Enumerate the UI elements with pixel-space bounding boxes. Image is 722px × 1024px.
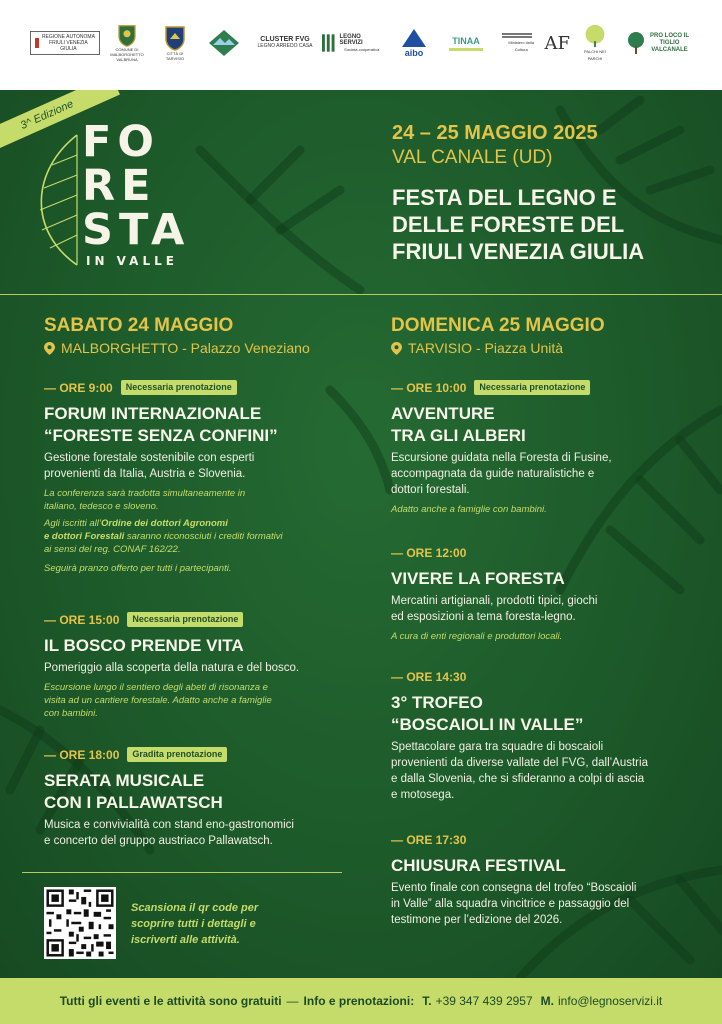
footer-free-events: Tutti gli eventi e le attività sono gratuiti bbox=[59, 994, 282, 1008]
footer-bar bbox=[0, 978, 722, 1024]
tarvisio-logo-text: CITTÀ DI TARVISIO bbox=[165, 51, 185, 61]
event-description: Spettacolare gara tra squadre di boscaioli provenienti da diverse vallate del FVG, dall’Austria e dalla Slovenia, che si sfideranno a colpi di ascia e motosega. bbox=[391, 741, 648, 801]
qr-divider bbox=[22, 872, 342, 873]
note-bold-text: Ordine dei dottori Agronomi e dottori Forestali bbox=[44, 518, 228, 542]
event-title: CHIUSURA FESTIVAL bbox=[391, 856, 566, 875]
event-note: La conferenza sarà tradotta simultaneamente in italiano, tedesco e sloveno. bbox=[44, 488, 246, 512]
event-note-crediti bbox=[44, 517, 344, 556]
footer-separator: — bbox=[286, 994, 299, 1008]
event-place: VAL CANALE (UD) bbox=[392, 147, 553, 168]
saturday-event-serata bbox=[44, 746, 344, 849]
footer-mail-label: M. bbox=[540, 994, 555, 1008]
sunday-event-vivere bbox=[391, 544, 691, 643]
tarvisio-logo bbox=[160, 24, 190, 62]
mountain-diamond-icon bbox=[207, 28, 241, 58]
brand-line-3: STA bbox=[82, 205, 191, 255]
event-time: — ORE 9:00 bbox=[44, 380, 113, 395]
logo-bar bbox=[0, 0, 722, 90]
booking-badge: Necessaria prenotazione bbox=[474, 380, 590, 395]
brand-logotype bbox=[82, 117, 191, 268]
brand-line-1: FO bbox=[82, 117, 160, 167]
location-pin-icon bbox=[44, 342, 55, 355]
palchi-leaf-icon bbox=[582, 24, 608, 48]
saturday-title: SABATO 24 MAGGIO bbox=[44, 315, 234, 336]
ministero-line-icon bbox=[502, 33, 532, 35]
event-note: A cura di enti regionali e produttori locali. bbox=[391, 631, 563, 642]
sunday-event-avventure bbox=[391, 379, 691, 516]
legno-servizi-logo bbox=[322, 24, 384, 62]
footer-phone[interactable]: +39 347 439 2957 bbox=[435, 994, 533, 1008]
sunday-event-chiusura bbox=[391, 831, 691, 928]
booking-badge: Gradita prenotazione bbox=[127, 747, 227, 762]
sunday-venue: - Piazza Unità bbox=[475, 340, 564, 356]
mountain-logo bbox=[206, 24, 242, 62]
palchi-text: PALCHI NEI PARCHI bbox=[584, 49, 606, 61]
qr-code[interactable] bbox=[44, 887, 116, 959]
sunday-title: DOMENICA 25 MAGGIO bbox=[391, 315, 605, 336]
event-description: Pomeriggio alla scoperta della natura e del bosco. bbox=[44, 662, 300, 674]
header-info bbox=[392, 120, 712, 265]
comune-malborghetto-logo bbox=[112, 24, 142, 62]
regione-logo-text: REGIONE AUTONOMA FRIULI VENEZIA GIULIA bbox=[41, 34, 95, 52]
footer-email[interactable]: info@legnoservizi.it bbox=[558, 994, 663, 1008]
tarvisio-shield-icon bbox=[164, 25, 186, 51]
event-time: — ORE 14:30 bbox=[391, 669, 467, 684]
event-description: Musica e convivialità con stand eno-gastronomici e concerto del gruppo austriaco Pallawatsch. bbox=[44, 819, 294, 847]
event-time: — ORE 12:00 bbox=[391, 545, 467, 560]
brand-subtitle: IN VALLE bbox=[86, 254, 178, 268]
event-title: 3° TROFEO “BOSCAIOLI IN VALLE” bbox=[391, 693, 584, 734]
legno-servizi-name: LEGNO SERVIZI bbox=[339, 33, 363, 46]
event-time: — ORE 18:00 bbox=[44, 747, 120, 762]
tiglio-tree-icon bbox=[626, 31, 646, 55]
cluster-name: CLUSTER FVG bbox=[260, 36, 310, 43]
edition-label: 3^ Edizione bbox=[18, 98, 76, 132]
footer-info-label: Info e prenotazioni: bbox=[303, 994, 415, 1008]
regione-emblem-icon bbox=[35, 38, 39, 48]
booking-badge: Necessaria prenotazione bbox=[127, 612, 243, 627]
sunday-event-trofeo bbox=[391, 668, 691, 803]
legno-servizi-sub: Società cooperativa bbox=[344, 46, 380, 52]
aibo-logo bbox=[396, 24, 432, 62]
ministero-logo bbox=[502, 24, 570, 62]
note-text: Agli iscritti all’ bbox=[44, 518, 102, 529]
event-title: IL BOSCO PRENDE VITA bbox=[44, 636, 244, 655]
event-time: — ORE 15:00 bbox=[44, 612, 120, 627]
aibo-text: aibo bbox=[404, 48, 424, 58]
header-divider bbox=[0, 294, 722, 295]
note-text: saranno riconosciuti i crediti formativi ai sensi del reg. CONAF 162/22. bbox=[44, 531, 283, 555]
coat-of-arms-icon bbox=[116, 24, 138, 47]
saturday-header bbox=[44, 314, 344, 358]
event-description: Mercatini artigianali, prodotti tipici, giochi ed esposizioni a tema foresta-legno. bbox=[391, 595, 598, 623]
saturday-venue: - Palazzo Veneziano bbox=[182, 340, 310, 356]
event-note: Seguirà pranzo offerto per tutti i partecipanti. bbox=[44, 563, 232, 574]
event-note: Escursione lungo il sentiero degli abeti di risonanza e visita ad un cantiere forestale. Adatto anche a famiglie con bambini. bbox=[44, 682, 272, 719]
festival-title: FESTA DEL LEGNO E DELLE FORESTE DEL FRIULI VENEZIA GIULIA bbox=[392, 185, 645, 264]
leaf-outline-icon bbox=[22, 130, 82, 270]
tinaa-logo bbox=[444, 24, 488, 62]
event-time: — ORE 17:30 bbox=[391, 832, 467, 847]
legno-servizi-icon bbox=[322, 32, 335, 54]
tinaa-text: TINAA bbox=[452, 35, 480, 46]
event-description: Evento finale con consegna del trofeo “Boscaioli in Valle” alla squadra vincitrice e passaggio del testimone per l’edizione del 2026. bbox=[391, 882, 637, 926]
regione-fvg-logo bbox=[30, 24, 100, 62]
main-poster-area bbox=[0, 90, 722, 978]
event-description: Escursione guidata nella Foresta di Fusine, accompagnata da guide naturalistiche e dottori forestali. bbox=[391, 452, 612, 496]
event-date: 24 – 25 MAGGIO 2025 bbox=[392, 122, 598, 144]
event-title: VIVERE LA FORESTA bbox=[391, 569, 565, 588]
saturday-event-bosco bbox=[44, 611, 344, 720]
saturday-place bbox=[44, 338, 344, 358]
ministero-text: Ministero della Cultura bbox=[508, 40, 535, 52]
aibo-triangle-icon bbox=[401, 28, 427, 48]
event-note: Adatto anche a famiglie con bambini. bbox=[391, 504, 547, 515]
palchi-nei-parchi-logo bbox=[578, 24, 612, 62]
tinaa-underline bbox=[449, 48, 483, 51]
proloco-logo bbox=[624, 24, 692, 62]
saturday-event-forum bbox=[44, 379, 344, 575]
cluster-fvg-logo bbox=[255, 24, 315, 62]
event-time: — ORE 10:00 bbox=[391, 380, 467, 395]
comune-logo-text: COMUNE DI MALBORGHETTO VALBRUNA bbox=[110, 47, 144, 62]
proloco-text: PRO LOCO IL TIGLIO VALCANALE bbox=[650, 32, 689, 53]
qr-instructions: Scansiona il qr code per scoprire tutti i dettagli e iscriverti alle attività. bbox=[131, 902, 259, 946]
sunday-town: TARVISIO bbox=[408, 340, 473, 356]
event-description: Gestione forestale sostenibile con esperti provenienti da Italia, Austria e Slovenia. bbox=[44, 452, 255, 480]
saturday-town: MALBORGHETTO bbox=[61, 340, 179, 356]
cluster-sub: LEGNO ARREDO CASA bbox=[257, 43, 313, 49]
ministero-af-icon: AF bbox=[544, 32, 570, 54]
event-title: FORUM INTERNAZIONALE “FORESTE SENZA CONFINI” bbox=[44, 404, 278, 445]
event-title: SERATA MUSICALE CON I PALLAWATSCH bbox=[44, 771, 223, 812]
footer-phone-label: T. bbox=[422, 994, 432, 1008]
sunday-place bbox=[391, 338, 691, 358]
sunday-header bbox=[391, 314, 691, 358]
ministero-line-icon bbox=[502, 36, 532, 38]
event-title: AVVENTURE TRA GLI ALBERI bbox=[391, 404, 526, 445]
location-pin-icon bbox=[391, 342, 402, 355]
brand-line-2: RE bbox=[82, 161, 157, 211]
booking-badge: Necessaria prenotazione bbox=[121, 380, 237, 395]
